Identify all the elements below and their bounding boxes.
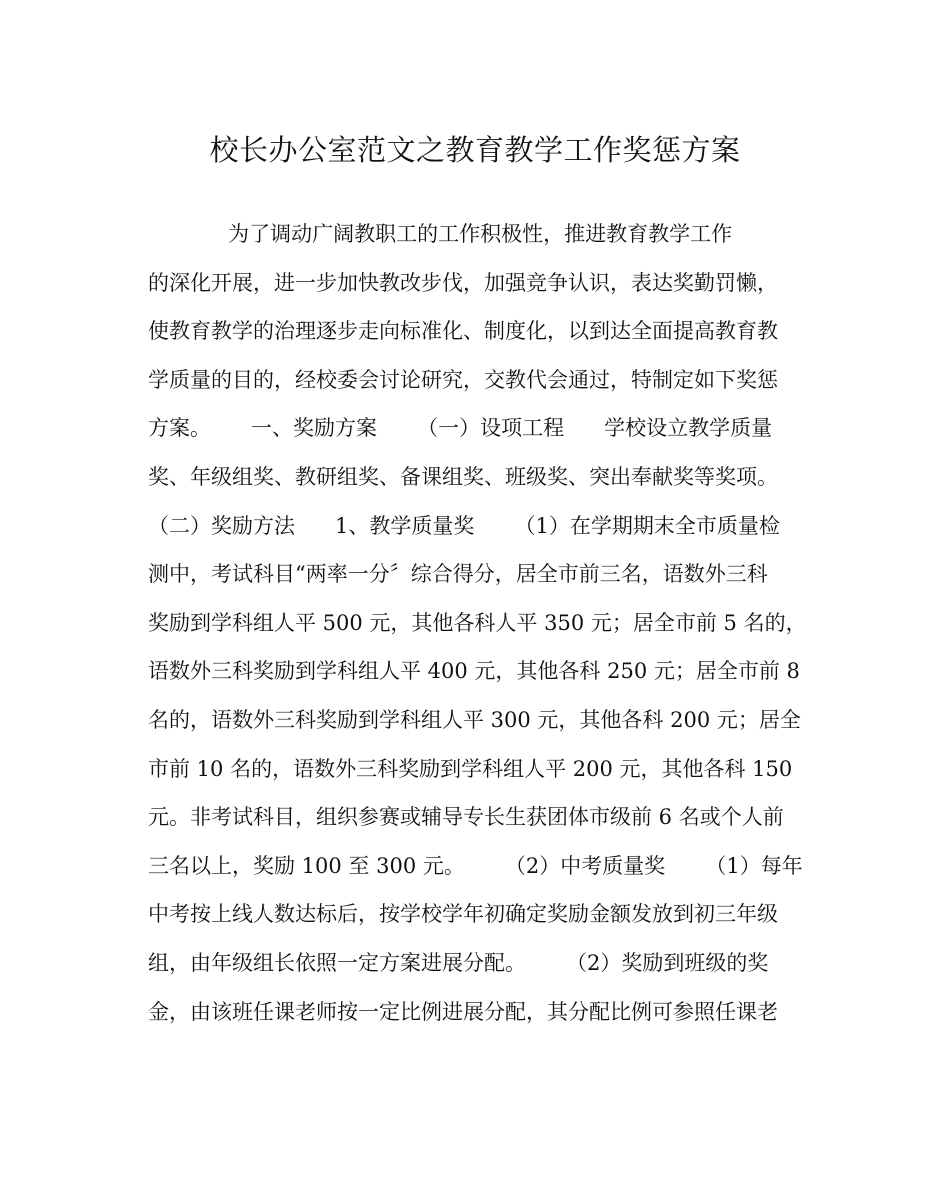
body-line: 中考按上线人数达标后，按学校学年初确定奖励金额发放到初三年级	[148, 902, 778, 927]
body-line: 金，由该班任课老师按一定比例进展分配，其分配比例可参照任课老	[148, 999, 778, 1024]
body-line: 使教育教学的治理逐步走向标准化、制度化，以到达全面提高教育教	[148, 319, 778, 344]
body-line: 组，由年级组长依照一定方案进展分配。 （2）奖励到班级的奖	[148, 950, 769, 975]
body-line: 测中，考试科目“两率一分〞综合得分，居全市前三名，语数外三科	[148, 562, 768, 587]
body-line: 元。非考试科目，组织参赛或辅导专长生获团体市级前 6 名或个人前	[148, 805, 784, 830]
body-line: 奖、年级组奖、教研组奖、备课组奖、班级奖、突出奉献奖等奖项。	[148, 464, 778, 489]
body-line: 为了调动广阔教职工的工作积极性，推进教育教学工作	[148, 222, 733, 246]
document-body	[148, 210, 808, 1036]
body-line: 市前 10 名的，语数外三科奖励到学科组人平 200 元，其他各科 150	[148, 756, 793, 781]
body-line: （二）奖励方法 1、教学质量奖 （1）在学期期末全市质量检	[148, 513, 780, 538]
body-line: 方案。 一、奖励方案 （一）设项工程 学校设立教学质量	[148, 416, 773, 441]
body-line: 的深化开展，进一步加快教改步伐，加强竞争认识，表达奖勤罚懒，	[148, 270, 778, 295]
document-title: 校长办公室范文之教育教学工作奖惩方案	[209, 133, 741, 167]
body-line: 三名以上，奖励 100 至 300 元。 （2）中考质量奖 （1）每年	[148, 853, 803, 878]
body-line: 奖励到学科组人平 500 元，其他各科人平 350 元；居全市前 5 名的，	[148, 610, 807, 635]
body-line: 语数外三科奖励到学科组人平 400 元，其他各科 250 元；居全市前 8	[148, 659, 800, 684]
body-line: 学质量的目的，经校委会讨论研究，交教代会通过，特制定如下奖惩	[148, 367, 778, 392]
body-line: 名的，语数外三科奖励到学科组人平 300 元，其他各科 200 元；居全	[148, 707, 801, 732]
